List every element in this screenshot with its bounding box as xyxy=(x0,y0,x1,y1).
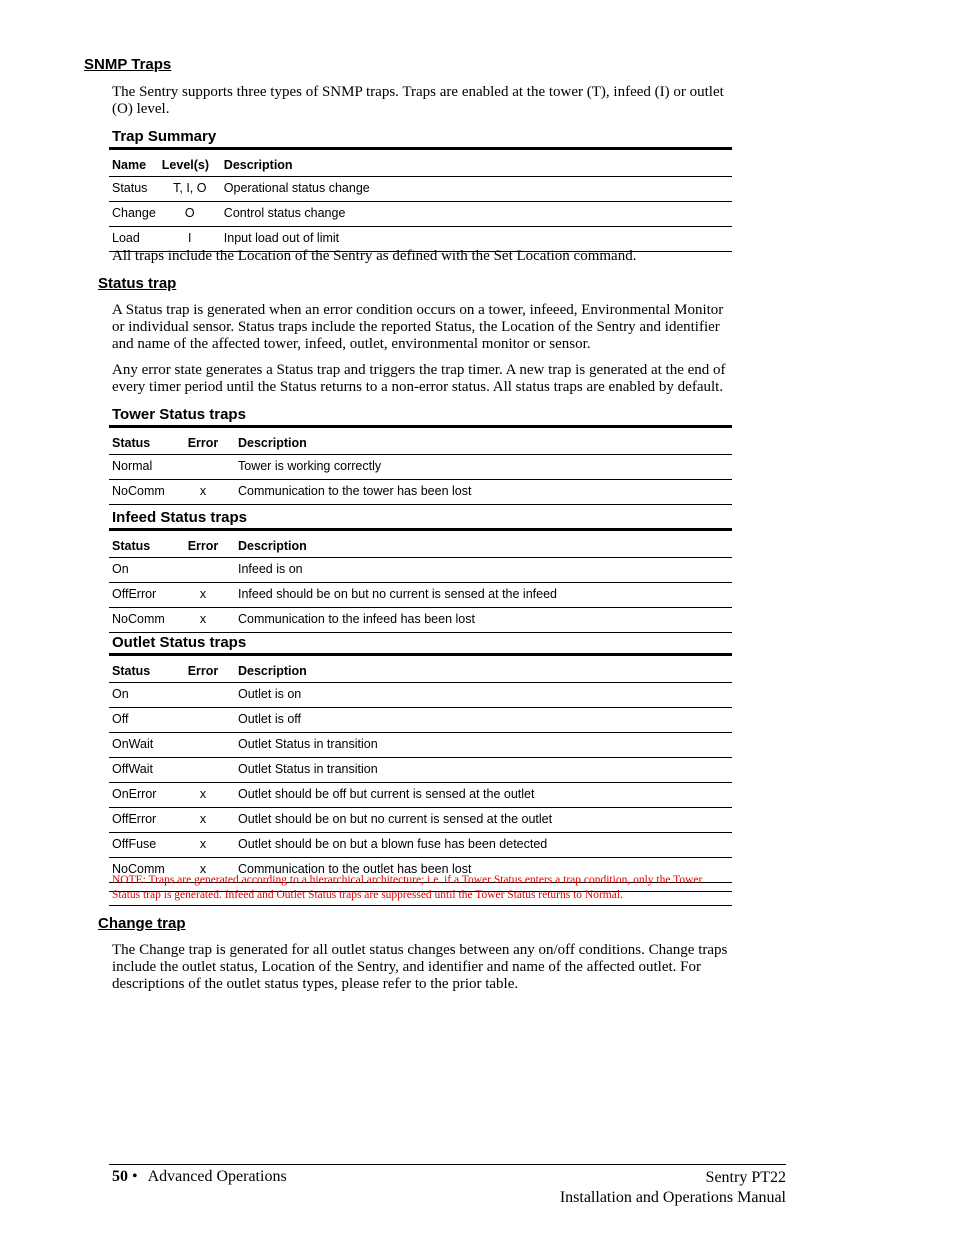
cell-status: OnWait xyxy=(109,733,171,758)
cell-status: Normal xyxy=(109,455,171,480)
cell-description: Outlet Status in transition xyxy=(235,733,732,758)
table-row xyxy=(109,455,732,480)
cell-error xyxy=(171,733,235,758)
cell-description: Outlet is off xyxy=(235,708,732,733)
column-header: Description xyxy=(238,538,307,553)
infeed-status-title: Infeed Status traps xyxy=(112,509,248,526)
table-header-row xyxy=(109,149,732,177)
cell-name: Change xyxy=(109,202,159,227)
cell-error xyxy=(171,758,235,783)
change-trap-heading: Change trap xyxy=(98,915,186,932)
change-trap-paragraph: The Change trap is generated for all outlet status changes between any on/off conditions. Change traps include the outlet status, Location of the Sentry, and identifier and name of the affected outlet. For descriptions of the outlet status types, please refer to the prior table. xyxy=(112,942,728,992)
table-row xyxy=(109,833,732,858)
cell-error xyxy=(171,708,235,733)
tower-status-title: Tower Status traps xyxy=(112,406,246,423)
cell-description: Infeed is on xyxy=(235,558,732,583)
table-row xyxy=(109,177,732,202)
cell-status: On xyxy=(109,683,171,708)
infeed-status-table xyxy=(109,528,732,633)
cell-error: x xyxy=(171,833,235,858)
column-header: Error xyxy=(187,538,219,553)
cell-level: I xyxy=(159,227,221,252)
cell-status: NoComm xyxy=(109,608,171,633)
footer-manual: Installation and Operations Manual xyxy=(559,1189,786,1206)
table-row xyxy=(109,708,732,733)
cell-status: On xyxy=(109,558,171,583)
cell-description: Outlet Status in transition xyxy=(235,758,732,783)
cell-error: x xyxy=(171,808,235,833)
table-row xyxy=(109,480,732,505)
cell-description: Control status change xyxy=(221,202,732,227)
tower-status-table xyxy=(109,425,732,505)
hierarchy-note: NOTE: Traps are generated according to a hierarchical architecture; i.e. if a Tower Status enters a trap condition, only the Tower Status trap is generated. Infeed and Outlet Status traps are suppressed until the Tower Status returns to Normal. xyxy=(109,873,732,906)
cell-level: O xyxy=(159,202,221,227)
cell-error: x xyxy=(171,858,235,883)
cell-description: Tower is working correctly xyxy=(235,455,732,480)
cell-description: Infeed should be on but no current is sensed at the infeed xyxy=(235,583,732,608)
cell-status: OffWait xyxy=(109,758,171,783)
footer-section: Advanced Operations xyxy=(147,1168,287,1185)
cell-status: OffError xyxy=(109,583,171,608)
footer-rule xyxy=(109,1164,786,1165)
cell-description: Input load out of limit xyxy=(221,227,732,252)
status-trap-heading: Status trap xyxy=(98,275,177,292)
cell-description: Communication to the infeed has been lost xyxy=(235,608,732,633)
location-note: All traps include the Location of the Sentry as defined with the Set Location command. xyxy=(112,248,637,264)
cell-error: x xyxy=(171,583,235,608)
table-row xyxy=(109,808,732,833)
cell-description: Communication to the outlet has been lost xyxy=(235,858,732,883)
outlet-status-title: Outlet Status traps xyxy=(112,634,247,651)
trap-summary-table xyxy=(109,147,732,252)
table-row xyxy=(109,608,732,633)
table-row xyxy=(109,202,732,227)
column-header: Description xyxy=(223,157,293,172)
footer-product: Sentry PT22 xyxy=(705,1169,786,1186)
trap-summary-title: Trap Summary xyxy=(112,128,217,145)
cell-error xyxy=(171,683,235,708)
cell-status: OffError xyxy=(109,808,171,833)
page-title: SNMP Traps xyxy=(84,56,172,73)
column-header: Status xyxy=(112,538,151,553)
cell-description: Communication to the tower has been lost xyxy=(235,480,732,505)
column-header: Status xyxy=(112,663,151,678)
cell-status: NoComm xyxy=(109,480,171,505)
column-header: Description xyxy=(238,663,307,678)
footer-left xyxy=(112,1168,287,1186)
cell-description: Outlet is on xyxy=(235,683,732,708)
column-header: Status xyxy=(112,435,151,450)
cell-name: Status xyxy=(109,177,159,202)
cell-status: NoComm xyxy=(109,858,171,883)
cell-status: OffFuse xyxy=(109,833,171,858)
intro-paragraph: The Sentry supports three types of SNMP traps. Traps are enabled at the tower (T), infeed (I) or outlet (O) level. xyxy=(112,84,724,117)
cell-error xyxy=(171,455,235,480)
status-trap-paragraph-2: Any error state generates a Status trap and triggers the trap timer. A new trap is generated at the end of every timer period until the Status returns to a non-error status. All status traps are enabled by default. xyxy=(112,362,726,395)
cell-status: Off xyxy=(109,708,171,733)
cell-error: x xyxy=(171,608,235,633)
cell-status: OnError xyxy=(109,783,171,808)
cell-level: T, I, O xyxy=(159,177,221,202)
table-row xyxy=(109,683,732,708)
status-trap-paragraph-1: A Status trap is generated when an error condition occurs on a tower, infeeed, Environmental Monitor or individual sensor. Status traps include the reported Status, the Location of the Sentry and identifier and name of the affected tower, infeed, outlet, environmental monitor or sensor. xyxy=(112,302,724,352)
cell-error xyxy=(171,558,235,583)
table-header-row xyxy=(109,427,732,455)
column-header: Error xyxy=(187,663,219,678)
column-header: Name xyxy=(112,157,147,172)
cell-description: Outlet should be off but current is sensed at the outlet xyxy=(235,783,732,808)
outlet-status-table xyxy=(109,653,732,892)
page-number: 50 xyxy=(112,1168,128,1185)
table-row xyxy=(109,783,732,808)
cell-name: Load xyxy=(109,227,159,252)
column-header: Description xyxy=(238,435,307,450)
cell-error: x xyxy=(171,783,235,808)
table-header-row xyxy=(109,655,732,683)
cell-description: Outlet should be on but no current is sensed at the outlet xyxy=(235,808,732,833)
table-row xyxy=(109,558,732,583)
table-row xyxy=(109,733,732,758)
column-header: Error xyxy=(187,435,219,450)
footer-bullet: • xyxy=(132,1168,138,1185)
cell-error: x xyxy=(171,480,235,505)
table-row xyxy=(109,583,732,608)
table-header-row xyxy=(109,530,732,558)
cell-description: Outlet should be on but a blown fuse has been detected xyxy=(235,833,732,858)
cell-description: Operational status change xyxy=(221,177,732,202)
table-row xyxy=(109,758,732,783)
column-header: Level(s) xyxy=(161,157,210,172)
footer-right xyxy=(560,1168,786,1208)
